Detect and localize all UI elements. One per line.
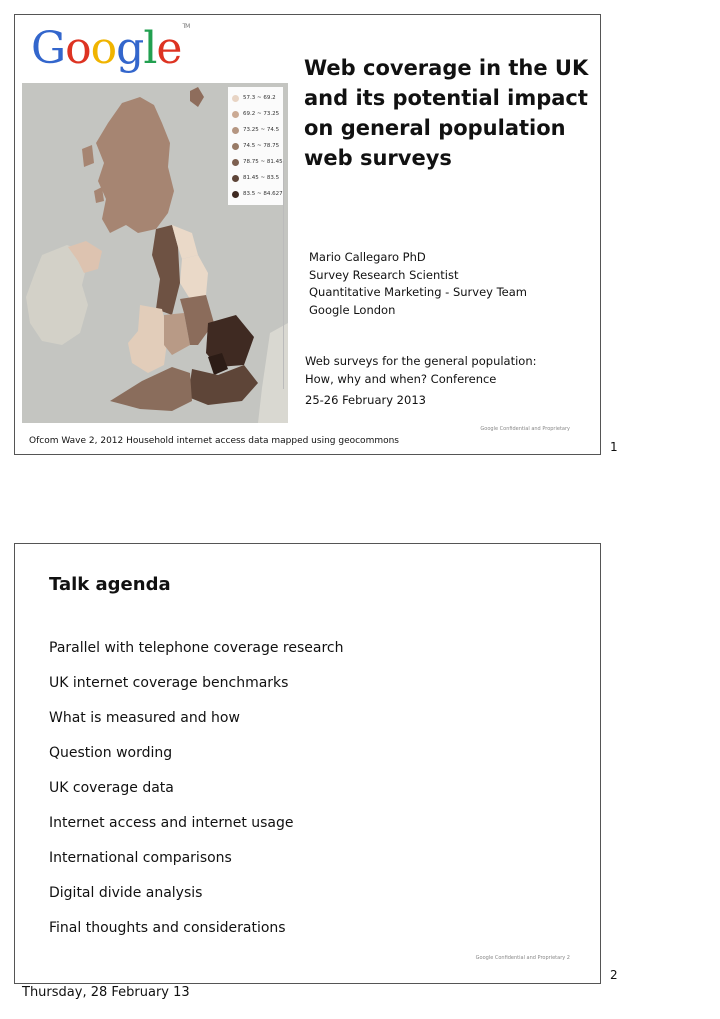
legend-label: 78.75 ~ 81.45 [243,159,283,165]
legend-swatch [232,127,239,134]
slide-2 [14,543,601,984]
author-name: Mario Callegaro PhD [309,250,426,264]
conference-name: How, why and when? Conference [305,371,497,386]
agenda-item: What is measured and how [49,710,240,726]
agenda-item: Final thoughts and considerations [49,920,286,936]
legend-item [232,154,281,170]
legend-item [232,106,281,122]
map-caption: Ofcom Wave 2, 2012 Household internet access data mapped using geocommons [29,436,399,446]
google-logo [31,23,189,74]
confidential-notice: Google Confidential and Proprietary [480,426,570,432]
agenda-list [49,638,344,953]
logo-letter: e [156,23,182,74]
uk-coverage-map [22,83,288,423]
legend-label: 81.45 ~ 83.5 [243,175,280,181]
agenda-item: Parallel with telephone coverage research [49,640,344,656]
conference-date: 25-26 February 2013 [305,393,426,407]
map-legend [228,87,283,205]
legend-swatch [232,143,239,150]
agenda-item: Question wording [49,745,173,761]
slide-1 [14,14,601,455]
print-date: Thursday, 28 February 13 [22,985,190,1000]
agenda-item: Internet access and internet usage [49,815,294,831]
legend-swatch [232,175,239,182]
conference-info [305,353,537,410]
logo-letter: G [31,23,66,74]
agenda-item: Digital divide analysis [49,885,203,901]
title-line: web surveys [304,146,452,170]
legend-swatch [232,191,239,198]
legend-label: 73.25 ~ 74.5 [243,127,280,133]
logo-letter: o [90,23,117,74]
legend-item [232,138,281,154]
legend-item [232,186,281,202]
legend-label: 83.5 ~ 84.627 [243,191,283,197]
legend-swatch [232,95,239,102]
agenda-item: UK internet coverage benchmarks [49,675,289,691]
legend-item [232,170,281,186]
author-location: Google London [309,302,396,317]
slide-title [304,53,594,173]
legend-swatch [232,159,239,166]
legend-label: 69.2 ~ 73.25 [243,111,280,117]
legend-item [232,122,281,138]
agenda-item: UK coverage data [49,780,174,796]
title-line: Web coverage in the UK [304,56,589,80]
title-line: and its potential impact [304,86,588,110]
legend-label: 57.3 ~ 69.2 [243,95,276,101]
author-info [309,249,527,319]
legend-swatch [232,111,239,118]
agenda-item: International comparisons [49,850,232,866]
logo-letter: l [143,23,157,74]
conference-name: Web surveys for the general population: [305,354,537,368]
logo-letter: g [116,23,144,74]
divider [283,161,284,389]
trademark-mark: TM [182,23,190,30]
author-team: Quantitative Marketing - Survey Team [309,285,528,299]
author-role: Survey Research Scientist [309,267,459,282]
legend-label: 74.5 ~ 78.75 [243,143,280,149]
slide-title: Talk agenda [49,574,171,595]
logo-letter: o [65,23,91,74]
page-number: 2 [610,968,618,982]
legend-item [232,90,281,106]
confidential-notice: Google Confidential and Proprietary 2 [475,955,570,961]
title-line: on general population [304,116,566,140]
page-number: 1 [610,440,618,454]
